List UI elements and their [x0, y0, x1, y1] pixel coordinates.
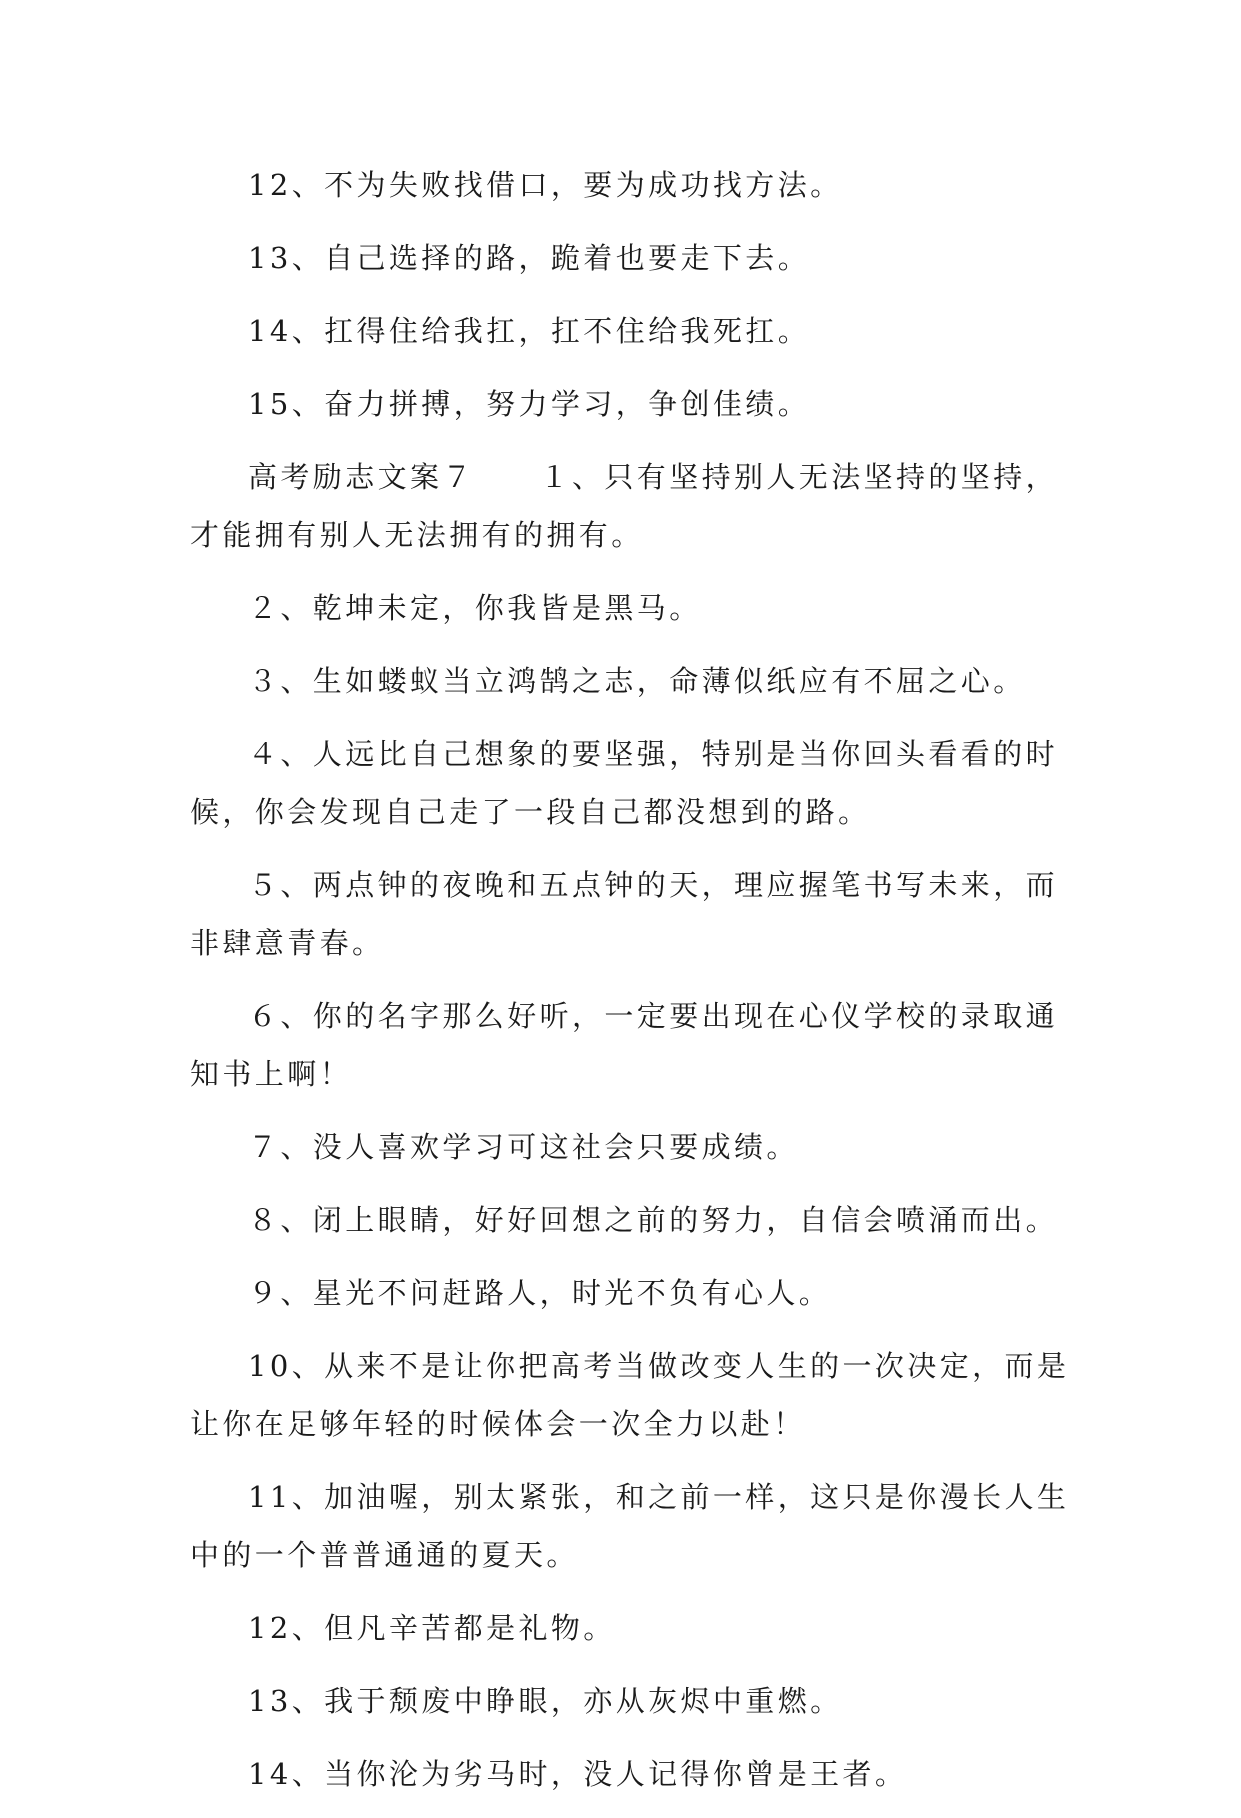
section-heading-paragraph: 高考励志文案７ １、只有坚持别人无法坚持的坚持，才能拥有别人无法拥有的拥有。 [190, 460, 1059, 552]
paragraph: ９、星光不问赶路人，时光不负有心人。 [248, 1276, 832, 1310]
paragraph: 15、奋力拼搏，努力学习，争创佳绩。 [248, 387, 811, 421]
paragraph: ７、没人喜欢学习可这社会只要成绩。 [248, 1130, 799, 1164]
paragraph: 13、自己选择的路，跪着也要走下去。 [248, 241, 811, 275]
paragraph: ２、乾坤未定，你我皆是黑马。 [248, 591, 702, 625]
paragraph: 11、加油喔，别太紧张，和之前一样，这只是你漫长人生中的一个普普通通的夏天。 [190, 1480, 1070, 1572]
document-body [190, 156, 1072, 1818]
paragraph: 12、但凡辛苦都是礼物。 [248, 1611, 616, 1645]
paragraph: 12、不为失败找借口，要为成功找方法。 [248, 168, 843, 202]
paragraph: ６、你的名字那么好听，一定要出现在心仪学校的录取通知书上啊！ [190, 999, 1059, 1091]
paragraph: ４、人远比自己想象的要坚强，特别是当你回头看看的时候，你会发现自己走了一段自己都没想到的路。 [190, 737, 1059, 829]
paragraph: ５、两点钟的夜晚和五点钟的天，理应握笔书写未来，而非肆意青春。 [190, 868, 1059, 960]
paragraph: ８、闭上眼睛，好好回想之前的努力，自信会喷涌而出。 [248, 1203, 1059, 1237]
paragraph: ３、生如蝼蚁当立鸿鹄之志，命薄似纸应有不屈之心。 [248, 664, 1026, 698]
paragraph: 14、当你沦为劣马时，没人记得你曾是王者。 [248, 1757, 908, 1791]
paragraph: 14、扛得住给我扛，扛不住给我死扛。 [248, 314, 811, 348]
paragraph: 13、我于颓废中睁眼，亦从灰烬中重燃。 [248, 1684, 843, 1718]
paragraph: 10、从来不是让你把高考当做改变人生的一次决定，而是让你在足够年轻的时候体会一次全力以赴！ [190, 1349, 1070, 1441]
